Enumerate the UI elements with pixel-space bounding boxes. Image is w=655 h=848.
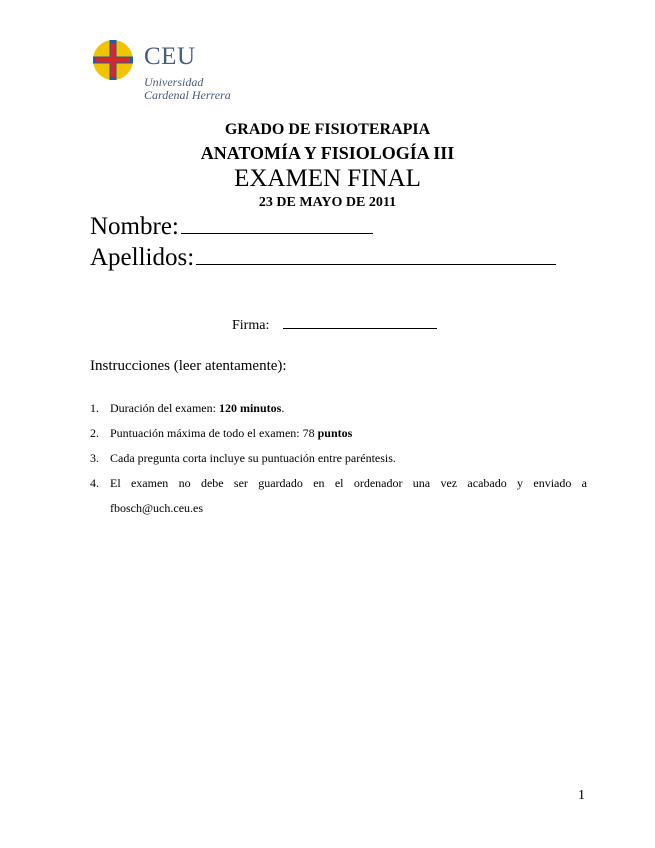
apellidos-label: Apellidos:	[90, 244, 195, 271]
exam-date: 23 DE MAYO DE 2011	[258, 195, 397, 210]
instructions-list	[90, 396, 587, 521]
ceu-emblem-icon	[92, 39, 134, 81]
ceu-logo	[92, 39, 252, 103]
logo-subtitle-line2: Cardenal Herrera	[144, 88, 231, 102]
list-item-number: 2.	[90, 426, 99, 440]
nombre-blank-line[interactable]	[181, 213, 373, 234]
logo-subtitle	[144, 76, 231, 102]
list-item	[90, 446, 587, 471]
exam-title: EXAMEN FINAL	[234, 165, 421, 192]
instructions-title: Instrucciones (leer atentamente):	[90, 358, 287, 374]
list-item-text: El examen no debe ser guardado en el ordenador una vez acabado y enviado a	[110, 476, 587, 490]
nombre-field	[90, 213, 373, 241]
page-number: 1	[578, 788, 585, 803]
degree-title: GRADO DE FISIOTERAPIA	[224, 121, 431, 138]
apellidos-blank-line[interactable]	[196, 244, 556, 265]
list-item-text: Duración del examen:	[110, 401, 219, 415]
apellidos-field	[90, 244, 556, 272]
firma-field	[232, 316, 437, 334]
list-item-number: 1.	[90, 401, 99, 415]
contact-email: fbosch@uch.ceu.es	[110, 501, 204, 515]
list-item-number: 3.	[90, 451, 99, 465]
list-item-text: Puntuación máxima de todo el examen: 78	[110, 426, 318, 440]
nombre-label: Nombre:	[90, 213, 179, 240]
list-item-bold: 120 minutos	[218, 401, 282, 415]
logo-name: CEU	[144, 43, 196, 70]
list-item	[90, 396, 587, 421]
list-item	[90, 471, 587, 521]
logo-subtitle-line1: Universidad	[144, 75, 204, 89]
list-item-number: 4.	[90, 476, 99, 490]
firma-label: Firma:	[232, 318, 270, 333]
firma-blank-line[interactable]	[283, 316, 437, 329]
list-item-bold: puntos	[317, 426, 353, 440]
subject-title: ANATOMÍA Y FISIOLOGÍA III	[200, 143, 455, 163]
list-item	[90, 421, 587, 446]
list-item-text: Cada pregunta corta incluye su puntuación entre paréntesis.	[110, 451, 396, 465]
list-item-after: .	[281, 401, 285, 415]
